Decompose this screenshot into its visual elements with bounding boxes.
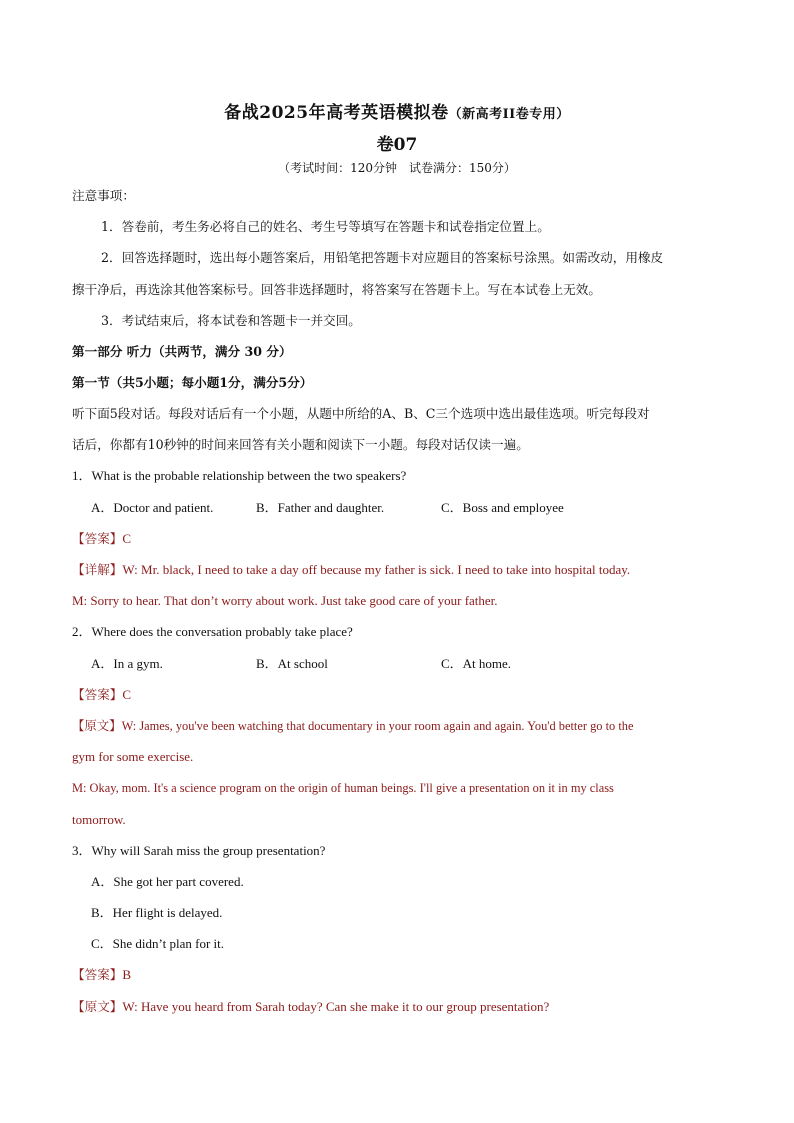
question-1-option-c: C．Boss and employee — [441, 500, 564, 515]
notes-heading: 注意事项： — [72, 188, 135, 203]
question-1-stem: 1．What is the probable relationship between the two speakers? — [72, 468, 407, 483]
question-1-option-a: A．Doctor and patient. — [91, 500, 214, 515]
question-1-option-b: B．Father and daughter. — [256, 500, 385, 515]
answer-label: 【答案】 — [72, 531, 123, 546]
exam-title — [0, 98, 794, 123]
detail-text: W: Have you heard from Sarah today? Can she make it to our group presentation? — [122, 999, 550, 1014]
question-3-detail-line1 — [72, 999, 549, 1015]
section-heading: 第一节（共5小题；每小题1分，满分5分） — [72, 375, 313, 390]
answer-value: C — [122, 687, 132, 702]
question-2-stem: 2．Where does the conversation probably take place? — [72, 624, 353, 639]
question-2-detail-line4: tomorrow. — [72, 812, 126, 827]
paper-number: 卷07 — [376, 135, 418, 155]
title-main: 备战2025年高考英语模拟卷 — [224, 103, 449, 123]
answer-label: 【答案】 — [72, 967, 123, 982]
question-3-option-a: A．She got her part covered. — [91, 874, 244, 889]
answer-value: B — [122, 967, 132, 982]
instructions-line1: 听下面5段对话。每段对话后有一个小题，从题中所给的A、B、C三个选项中选出最佳选项。听完每段对 — [72, 406, 650, 421]
question-2-option-c: C．At home. — [441, 656, 512, 671]
detail-label: 【原文】 — [72, 999, 123, 1014]
part1-heading: 第一部分 听力（共两节，满分 30 分） — [72, 344, 292, 359]
question-2-option-a: A．In a gym. — [91, 656, 163, 671]
detail-label: 【原文】 — [72, 718, 122, 733]
question-2-detail-line2: gym for some exercise. — [72, 749, 194, 764]
question-3-option-c: C．She didn’t plan for it. — [91, 936, 225, 951]
question-3-stem: 3．Why will Sarah miss the group presentation? — [72, 843, 326, 858]
detail-text: W: James, you've been watching that documentary in your room again and again. You'd better go to the — [121, 719, 634, 733]
instructions-line2: 话后，你都有10秒钟的时间来回答有关小题和阅读下一小题。每段对话仅读一遍。 — [72, 437, 529, 452]
answer-value: C — [122, 531, 132, 546]
title-note: （新高考II卷专用） — [448, 107, 570, 122]
note-item-2-line2: 擦干净后，再选涂其他答案标号。回答非选择题时，将答案写在答题卡上。写在本试卷上无效。 — [72, 282, 601, 297]
detail-label: 【详解】 — [72, 562, 123, 577]
question-1-detail-line1 — [72, 562, 630, 578]
question-2-detail-line1 — [72, 718, 633, 734]
question-3-answer — [72, 967, 131, 983]
question-2-option-b: B．At school — [256, 656, 328, 671]
question-2-detail-line3: M: Okay, mom. It's a science program on the origin of human beings. I'll give a presentation on it in my class — [72, 781, 614, 795]
question-1-detail-line2: M: Sorry to hear. That don’t worry about work. Just take good care of your father. — [72, 593, 498, 608]
note-item-3: 3．考试结束后，将本试卷和答题卡一并交回。 — [101, 313, 361, 328]
time-info: （考试时间：120分钟 试卷满分：150分） — [278, 161, 516, 175]
answer-label: 【答案】 — [72, 687, 123, 702]
question-3-option-b: B．Her flight is delayed. — [91, 905, 223, 920]
question-1-answer — [72, 531, 131, 547]
question-2-answer — [72, 687, 131, 703]
note-item-1: 1．答卷前，考生务必将自己的姓名、考生号等填写在答题卡和试卷指定位置上。 — [101, 219, 550, 234]
note-item-2-line1: 2．回答选择题时，选出每小题答案后，用铅笔把答题卡对应题目的答案标号涂黑。如需改动，用橡皮 — [101, 250, 664, 265]
detail-text: W: Mr. black, I need to take a day off because my father is sick. I need to take into hospital today. — [122, 562, 631, 577]
